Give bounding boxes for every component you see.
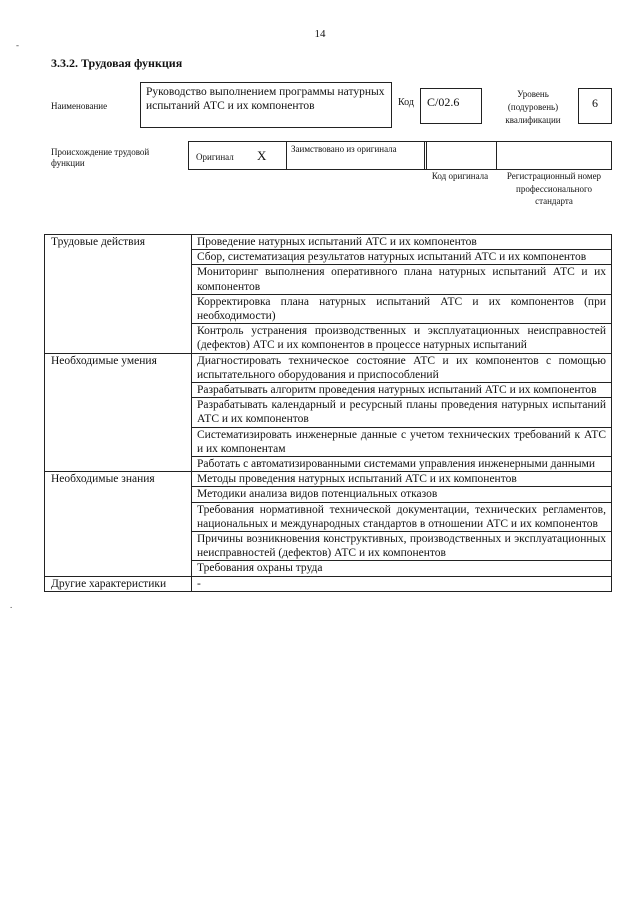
- section-title: 3.3.2. Трудовая функция: [51, 56, 183, 70]
- section-item: Требования охраны труда: [192, 561, 612, 576]
- table-row: [45, 576, 612, 591]
- level-label: Уровень (подуровень) квалификации: [505, 89, 561, 125]
- code-box: С/02.6: [420, 88, 482, 124]
- table-row: [45, 235, 612, 250]
- code-original-label: Код оригинала: [431, 171, 489, 181]
- original-label: Оригинал: [196, 152, 234, 162]
- code-label: Код: [398, 97, 414, 108]
- section-item: Контроль устранения производственных и эксплуатационных неисправностей (дефектов) АТС и их компонентов в процессе натурных испытаний: [192, 324, 612, 353]
- borrowed-cell: [286, 141, 427, 170]
- margin-mark: -: [16, 40, 19, 50]
- section-item: Методы проведения натурных испытаний АТС и их компонентов: [192, 472, 612, 487]
- margin-mark: .: [10, 600, 13, 610]
- reg-number-cell: [496, 141, 612, 170]
- section-item: Причины возникновения конструктивных, производственных и эксплуатационных неисправностей (дефектов) АТС и их компонентов: [192, 532, 612, 561]
- section-item: Разрабатывать алгоритм проведения натурных испытаний АТС и их компонентов: [192, 383, 612, 398]
- section-item: Мониторинг выполнения оперативного плана натурных испытаний АТС и их компонентов: [192, 265, 612, 294]
- borrowed-label: Заимствовано из оригинала: [291, 144, 397, 154]
- origin-label: Происхождение трудовой функции: [51, 147, 150, 168]
- page-number: 14: [314, 28, 326, 40]
- section-item: Методики анализа видов потенциальных отказов: [192, 487, 612, 502]
- original-mark: X: [257, 148, 267, 163]
- function-details-table: [44, 234, 612, 592]
- original-cell: [188, 141, 287, 170]
- function-name-box: Руководство выполнением программы натурных испытаний АТС и их компонентов: [140, 82, 392, 128]
- section-item: Систематизировать инженерные данные с учетом технических требований к АТС и их компонентам: [192, 427, 612, 456]
- section-item: Проведение натурных испытаний АТС и их компонентов: [192, 235, 612, 250]
- section-category: Необходимые умения: [45, 353, 192, 472]
- name-label: Наименование: [51, 101, 108, 111]
- section-category: Другие характеристики: [45, 576, 192, 591]
- section-category: Трудовые действия: [45, 235, 192, 354]
- section-item: Диагностировать техническое состояние АТС и их компонентов с помощью испытательного оборудования и приспособлений: [192, 353, 612, 382]
- section-item: -: [192, 576, 612, 591]
- section-item: Разрабатывать календарный и ресурсный планы проведения натурных испытаний АТС и их компонентов: [192, 398, 612, 427]
- section-item: Требования нормативной технической документации, технических регламентов, национальных и международных стандартов в отношении АТС и их компонентов: [192, 502, 612, 531]
- section-item: Работать с автоматизированными системами управления инженерными данными: [192, 457, 612, 472]
- section-item: Корректировка плана натурных испытаний АТС и их компонентов (при необходимости): [192, 294, 612, 323]
- section-category: Необходимые знания: [45, 472, 192, 576]
- level-box: 6: [578, 88, 612, 124]
- section-item: Сбор, систематизация результатов натурных испытаний АТС и их компонентов: [192, 250, 612, 265]
- table-row: [45, 472, 612, 487]
- code-original-cell: [424, 141, 497, 170]
- table-row: [45, 353, 612, 382]
- reg-number-label: Регистрационный номер профессионального стандарта: [506, 171, 602, 206]
